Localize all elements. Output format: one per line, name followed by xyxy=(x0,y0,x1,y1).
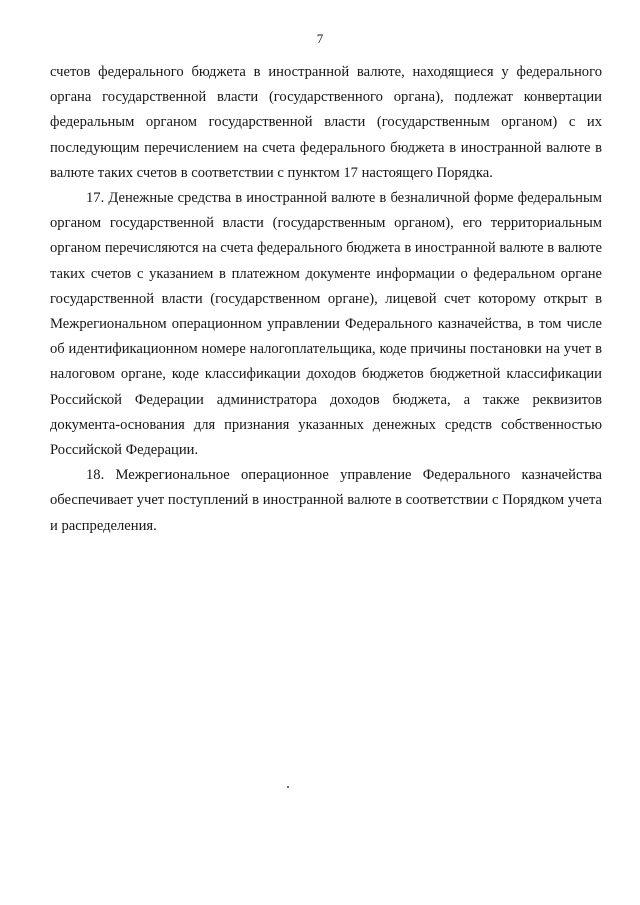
document-body xyxy=(50,60,602,539)
paragraph-item-18: 18. Межрегиональное операционное управление Федерального казначейства обеспечивает учет поступлений в иностранной валюте в соответствии с Порядком учета и распределения. xyxy=(50,467,602,534)
paragraph-item-17: 17. Денежные средства в иностранной валюте в безналичной форме федеральным органом государственной власти (государственным органом), его территориальным органом перечисляются на счета федерального бюджета в иностранной валюте в валюте таких счетов с указанием в платежном документе информации о федеральном органе государственной власти (государственном органе), лицевой счет которому открыт в Межрегиональном операционном управлении Федерального казначейства, в том числе об идентификационном номере налогоплательщика, коде причины постановки на учет в налоговом органе, коде классификации доходов бюджетов бюджетной классификации Российской Федерации администратора доходов бюджета, а также реквизитов документа-основания для признания указанных денежных средств собственностью Российской Федерации. xyxy=(50,190,602,459)
scan-speck xyxy=(287,786,289,788)
page-number: 7 xyxy=(316,31,324,46)
paragraph-continuation: счетов федерального бюджета в иностранной валюте, находящиеся у федерального органа государственной власти (государственного органа), подлежат конвертации федеральным органом государственной власти (государственным органом) с их последующим перечислением на счета федерального бюджета в иностранной валюте в валюте таких счетов в соответствии с пунктом 17 настоящего Порядка. xyxy=(50,64,602,181)
